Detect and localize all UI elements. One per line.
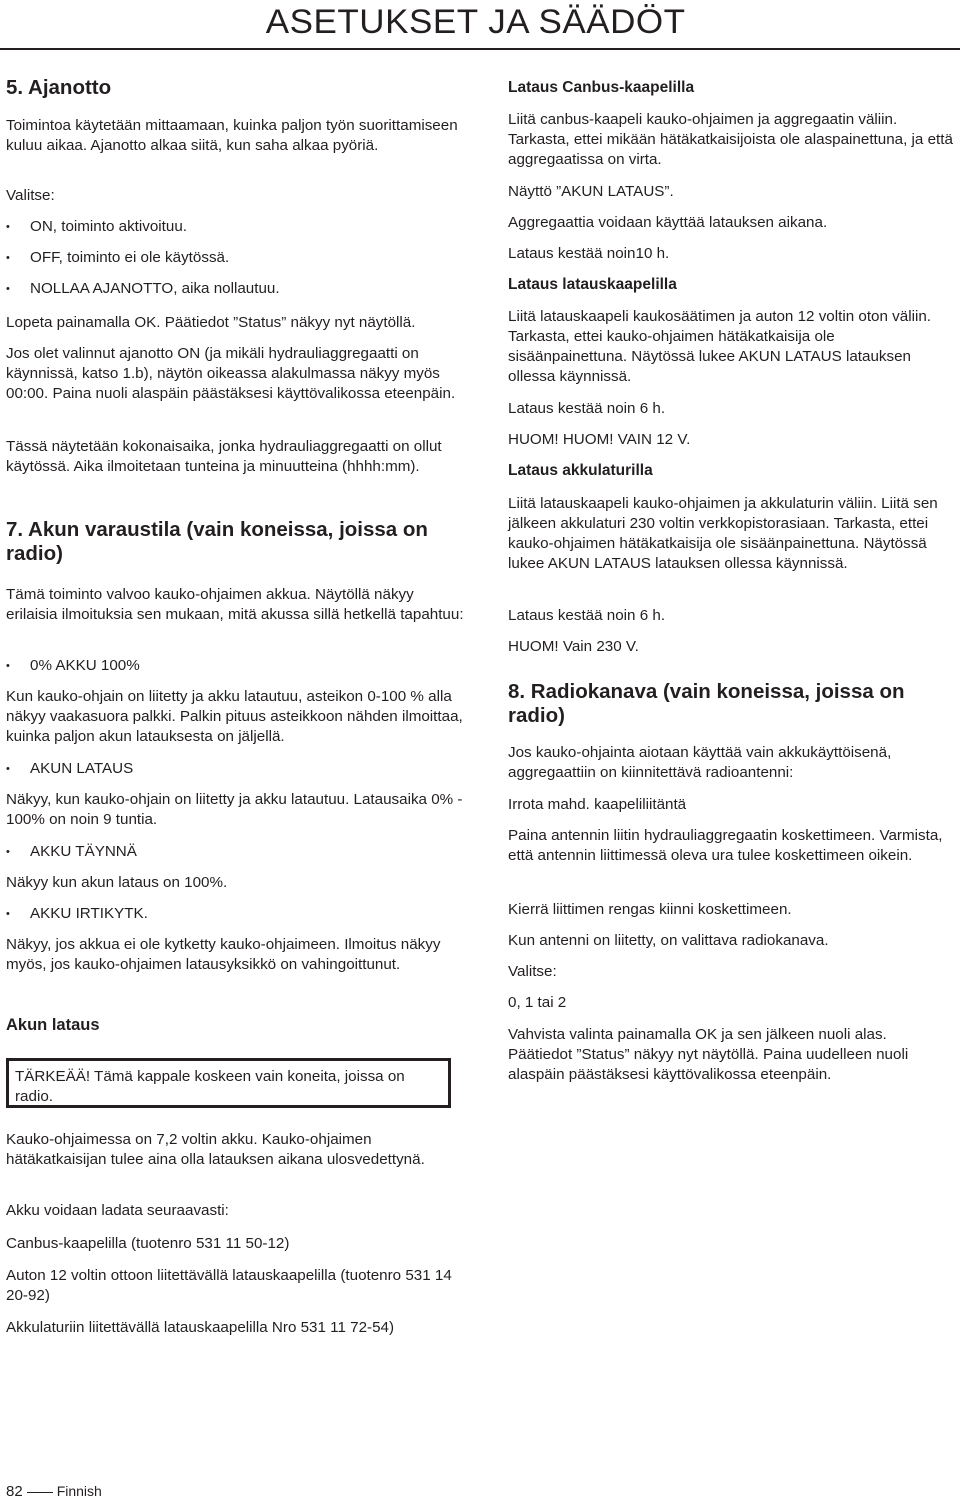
bullet bbox=[6, 656, 140, 676]
paragraph: Jos kauko-ohjainta aiotaan käyttää vain akkukäyttöisenä, aggregaattiin on kiinnitettävä radioantenni: bbox=[508, 744, 892, 781]
paragraph: HUOM! HUOM! VAIN 12 V. bbox=[508, 431, 691, 448]
paragraph: Irrota mahd. kaapeliliitäntä bbox=[508, 796, 687, 813]
paragraph: Paina antennin liitin hydrauliaggregaatin koskettimeen. Varmista, että antennin liittimessä oleva ura tulee koskettimeen oikein. bbox=[508, 827, 943, 864]
list-item: • 0% AKKU 100% bbox=[6, 656, 140, 676]
paragraph: Vahvista valinta painamalla OK ja sen jälkeen nuoli alas. Päätiedot ”Status” näkyy nyt näytöllä. Paina uudelleen nuoli alaspäin päästäksesi käyttövalikossa eteenpäin. bbox=[508, 1026, 909, 1083]
paragraph: Akkulaturiin liitettävällä latauskaapelilla Nro 531 11 72-54) bbox=[6, 1319, 395, 1336]
paragraph: Toimintoa käytetään mittaamaan, kuinka paljon työn suorittamiseen kuluu aikaa. Ajanotto alkaa siitä, kun saha alkaa pyöriä. bbox=[6, 117, 458, 154]
paragraph: Auton 12 voltin ottoon liitettävällä latauskaapelilla (tuotenro 531 14 20-92) bbox=[6, 1267, 452, 1304]
heading-akun-varaustila: 7. Akun varaustila (vain koneissa, joissa on radio) bbox=[6, 518, 428, 565]
heading-ajanotto: 5. Ajanotto bbox=[6, 76, 112, 99]
heading-lataus-canbus: Lataus Canbus-kaapelilla bbox=[508, 79, 695, 96]
options-list bbox=[6, 217, 280, 299]
heading-lataus-latauskaapelilla: Lataus latauskaapelilla bbox=[508, 276, 677, 293]
paragraph: Näkyy kun akun lataus on 100%. bbox=[6, 874, 228, 891]
paragraph: Lataus kestää noin10 h. bbox=[508, 245, 670, 262]
paragraph: Liitä canbus-kaapeli kauko-ohjaimen ja aggregaatin väliin. Tarkasta, ettei mikään hätäkatkaisijoista ole alaspainettuna, ja että aggregaatissa on virta. bbox=[508, 111, 953, 168]
heading-radiokanava: 8. Radiokanava (vain koneissa, joissa on radio) bbox=[508, 680, 905, 727]
page-title: ASETUKSET JA SÄÄDÖT bbox=[266, 3, 686, 41]
paragraph: HUOM! Vain 230 V. bbox=[508, 638, 639, 655]
paragraph: 0, 1 tai 2 bbox=[508, 994, 567, 1011]
paragraph: Kun antenni on liitetty, on valittava radiokanava. bbox=[508, 932, 829, 949]
list-item: • NOLLAA AJANOTTO, aika nollautuu. bbox=[6, 279, 280, 299]
bullet bbox=[6, 904, 148, 924]
footer-divider bbox=[27, 1492, 53, 1493]
bullet bbox=[6, 842, 137, 862]
footer-language: Finnish bbox=[56, 1483, 102, 1499]
list-item: • OFF, toiminto ei ole käytössä. bbox=[6, 248, 280, 268]
paragraph: Tässä näytetään kokonaisaika, jonka hydrauliaggregaatti on ollut käytössä. Aika ilmoitetaan tunteina ja minuutteina (hhhh:mm). bbox=[6, 438, 442, 475]
paragraph-valitse: Valitse: bbox=[508, 963, 557, 980]
paragraph: Jos olet valinnut ajanotto ON (ja mikäli hydrauliaggregaatti on käynnissä, katso 1.b), näytön oikeassa alakulmassa näkyy myös 00:00. Paina nuoli alaspäin päästäksesi käyttövalikossa eteenpäin. bbox=[6, 345, 456, 402]
paragraph: Akku voidaan ladata seuraavasti: bbox=[6, 1202, 229, 1219]
page-header bbox=[0, 0, 960, 50]
paragraph: Kun kauko-ohjain on liitetty ja akku latautuu, asteikon 0-100 % alla näkyy vaakasuora palkki. Palkin pituus asteikkoon nähden ilmoittaa, kuinka paljon akun latauksesta on jäljellä. bbox=[6, 688, 463, 745]
list-item: • AKKU TÄYNNÄ bbox=[6, 842, 137, 862]
list-item: • ON, toiminto aktivoituu. bbox=[6, 217, 280, 237]
paragraph: Aggregaattia voidaan käyttää latauksen aikana. bbox=[508, 214, 828, 231]
paragraph: Lopeta painamalla OK. Päätiedot ”Status” näkyy nyt näytöllä. bbox=[6, 314, 416, 331]
paragraph: Kauko-ohjaimessa on 7,2 voltin akku. Kauko-ohjaimen hätäkatkaisijan tulee aina olla latauksen aikana ulosvedettynä. bbox=[6, 1131, 425, 1168]
page-footer bbox=[6, 1482, 102, 1501]
paragraph: Lataus kestää noin 6 h. bbox=[508, 400, 666, 417]
paragraph-valitse: Valitse: bbox=[6, 187, 55, 204]
heading-lataus-akkulaturilla: Lataus akkulaturilla bbox=[508, 462, 653, 479]
paragraph: Tämä toiminto valvoo kauko-ohjaimen akkua. Näytöllä näkyy erilaisia ilmoituksia sen mukaan, mitä akussa sillä hetkellä tapahtuu: bbox=[6, 586, 464, 623]
page-number: 82 bbox=[6, 1483, 23, 1500]
heading-akun-lataus: Akun lataus bbox=[6, 1016, 100, 1034]
important-notice-box bbox=[6, 1058, 451, 1108]
paragraph: Näyttö ”AKUN LATAUS”. bbox=[508, 183, 674, 200]
paragraph: Näkyy, jos akkua ei ole kytketty kauko-ohjaimeen. Ilmoitus näkyy myös, jos kauko-ohjaimen latausyksikkö on vahingoittunut. bbox=[6, 936, 441, 973]
list-item: • AKUN LATAUS bbox=[6, 759, 133, 779]
list-item: • AKKU IRTIKYTK. bbox=[6, 904, 148, 924]
paragraph: Liitä latauskaapeli kaukosäätimen ja auton 12 voltin oton väliin. Tarkasta, ettei kauko-ohjaimen hätäkatkaisija ole sisäänpainettuna. Näytössä lukee AKUN LATAUS latauksen ollessa käynnissä. bbox=[508, 308, 931, 385]
paragraph: Näkyy, kun kauko-ohjain on liitetty ja akku latautuu. Latausaika 0% - 100% on noin 9 tuntia. bbox=[6, 791, 463, 828]
paragraph: Canbus-kaapelilla (tuotenro 531 11 50-12) bbox=[6, 1235, 290, 1252]
paragraph: Lataus kestää noin 6 h. bbox=[508, 607, 666, 624]
notice-text: TÄRKEÄÄ! Tämä kappale koskeen vain koneita, joissa on radio. bbox=[15, 1068, 405, 1105]
bullet bbox=[6, 759, 133, 779]
paragraph: Kierrä liittimen rengas kiinni koskettimeen. bbox=[508, 901, 792, 918]
paragraph: Liitä latauskaapeli kauko-ohjaimen ja akkulaturin väliin. Liitä sen jälkeen akkulaturi 230 voltin verkkopistorasiaan. Tarkasta, ettei kauko-ohjaimen hätäkatkaisija ole sisäänpainettuna. Näytössä lukee AKUN LATAUS latauksen ollessa käynnissä. bbox=[508, 495, 938, 572]
